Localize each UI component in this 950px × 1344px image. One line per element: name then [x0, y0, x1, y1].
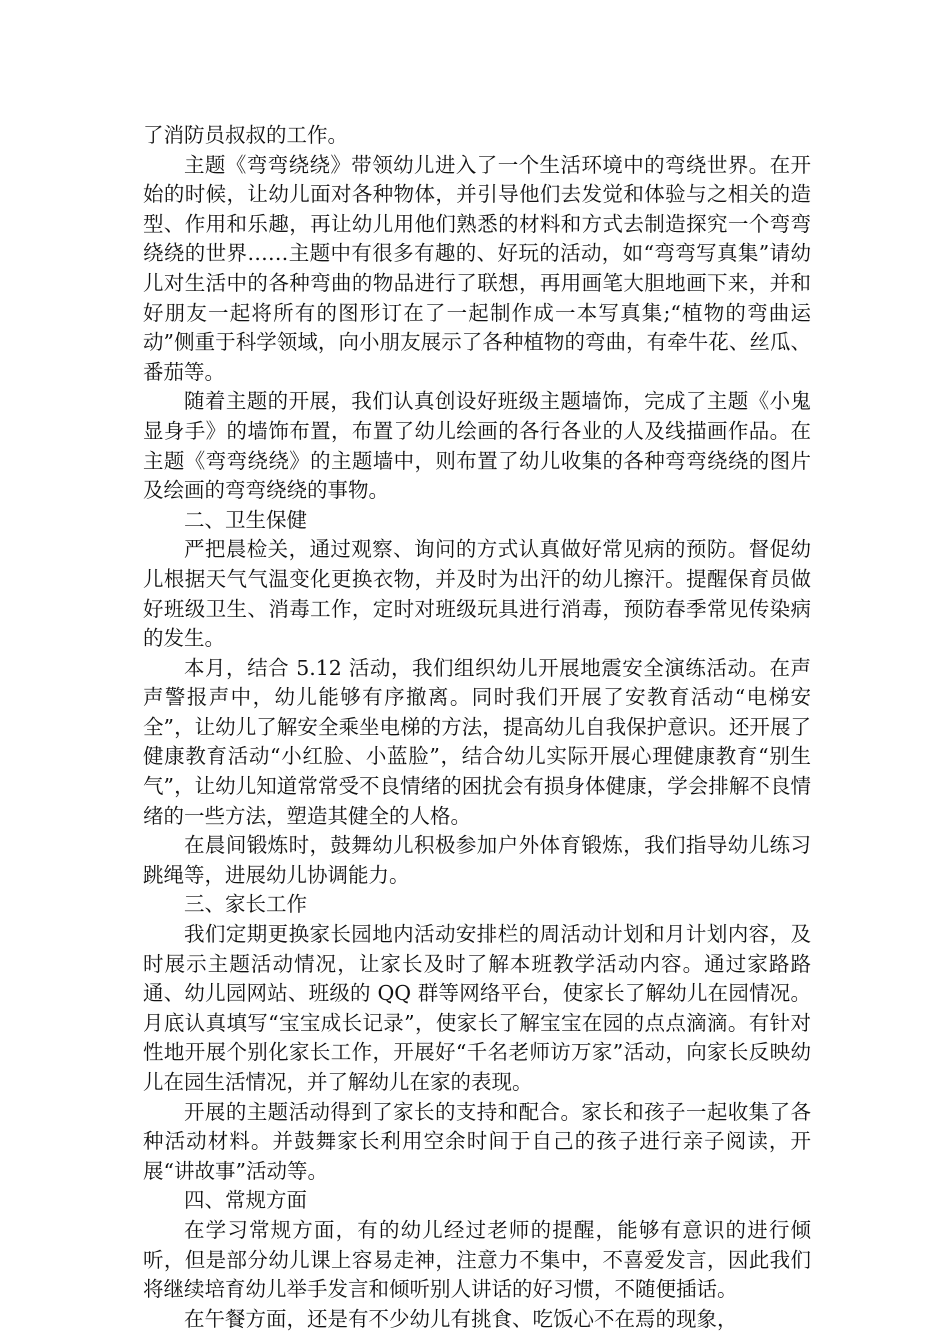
paragraph-safety-drill: 本月，结合 5.12 活动，我们组织幼儿开展地震安全演练活动。在声声警报声中，幼儿能够有序撤离。同时我们开展了安教育活动“电梯安全”，让幼儿了解安全乘坐电梯的方法，提高幼儿自我保护意识。还开展了健康教育活动“小红脸、小蓝脸”，结合幼儿实际开展心理健康教育“别生气”，让幼儿知道常常受不良情绪的困扰会有损身体健康，学会排解不良情绪的一些方法，塑造其健全的人格。: [143, 655, 811, 828]
paragraph-theme-wall: 随着主题的开展，我们认真创设好班级主题墙饰，完成了主题《小鬼显身手》的墙饰布置，布置了幼儿绘画的各行各业的人及线描画作品。在主题《弯弯绕绕》的主题墙中，则布置了幼儿收集的各种弯弯绕绕的图片及绘画的弯弯绕绕的事物。: [143, 389, 811, 503]
section-heading-health: 二、卫生保健: [184, 507, 307, 532]
paragraph-parent-support: 开展的主题活动得到了家长的支持和配合。家长和孩子一起收集了各种活动材料。并鼓舞家长利用空余时间于自己的孩子进行亲子阅读，开展“讲故事”活动等。: [143, 1099, 811, 1183]
document-body: [143, 121, 811, 1334]
paragraph-morning-exercise: 在晨间锻炼时，鼓舞幼儿积极参加户外体育锻炼，我们指导幼儿练习跳绳等，进展幼儿协调能力。: [143, 833, 811, 887]
section-heading-parents: 三、家长工作: [184, 892, 307, 917]
section-heading-routines: 四、常规方面: [184, 1188, 307, 1213]
paragraph-study-routine: 在学习常规方面，有的幼儿经过老师的提醒，能够有意识的进行倾听，但是部分幼儿课上容易走神，注意力不集中，不喜爱发言，因此我们将继续培育幼儿举手发言和倾听别人讲话的好习惯，不随便插话。: [143, 1217, 811, 1302]
paragraph-continuation: 了消防员叔叔的工作。: [143, 123, 348, 147]
paragraph-theme-curves: 主题《弯弯绕绕》带领幼儿进入了一个生活环境中的弯绕世界。在开始的时候，让幼儿面对各种物体，并引导他们去发觉和体验与之相关的造型、作用和乐趣，再让幼儿用他们熟悉的材料和方式去制造探究一个弯弯绕绕的世界……主题中有很多有趣的、好玩的活动，如“弯弯写真集”请幼儿对生活中的各种弯曲的物品进行了联想，再用画笔大胆地画下来，并和好朋友一起将所有的图形订在了一起制作成一本写真集;“植物的弯曲运动”侧重于科学领域，向小朋友展示了各种植物的弯曲，有牵牛花、丝瓜、番茄等。: [143, 152, 811, 384]
paragraph-parent-communication: 我们定期更换家长园地内活动安排栏的周活动计划和月计划内容，及时展示主题活动情况，让家长及时了解本班教学活动内容。通过家路路通、幼儿园网站、班级的 QQ 群等网络平台，使家长了解幼儿在园情况。月底认真填写“宝宝成长记录”，使家长了解宝宝在园的点点滴滴。有针对性地开展个别化家长工作，开展好“千名老师访万家”活动，向家长反映幼儿在园生活情况，并了解幼儿在家的表现。: [143, 922, 811, 1094]
paragraph-lunch-routine: 在午餐方面，还是有不少幼儿有挑食、吃饭心不在焉的现象，: [184, 1306, 738, 1331]
paragraph-morning-check: 严把晨检关，通过观察、询问的方式认真做好常见病的预防。督促幼儿根据天气气温变化更换衣物，并及时为出汗的幼儿擦汗。提醒保育员做好班级卫生、消毒工作，定时对班级玩具进行消毒，预防春季常见传染病的发生。: [143, 537, 811, 651]
